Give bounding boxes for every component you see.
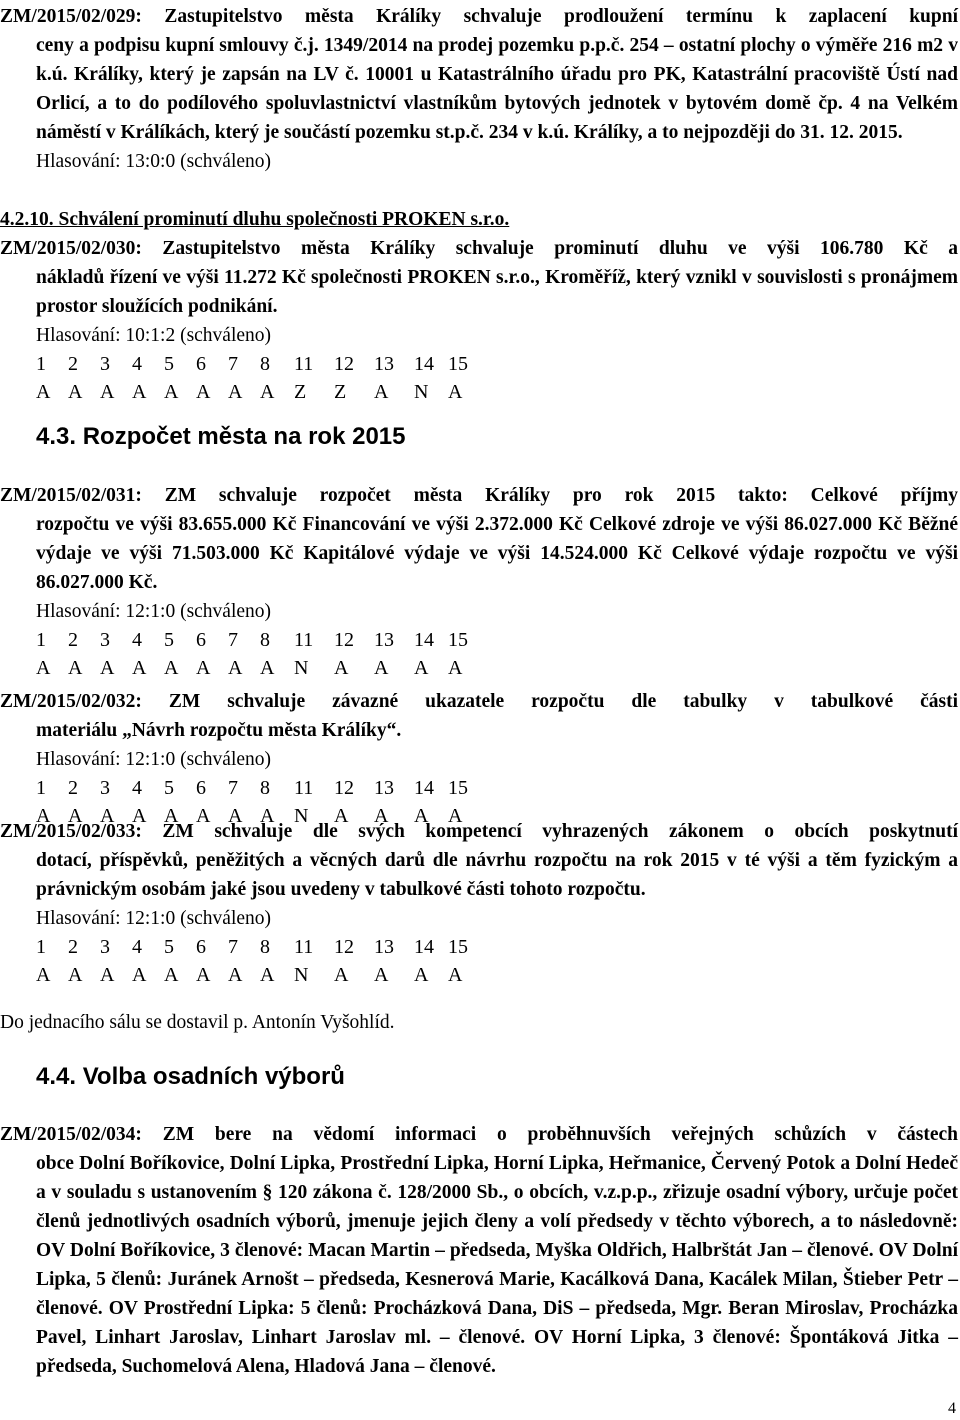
- member-number: 7: [228, 629, 238, 651]
- member-vote: A: [100, 381, 115, 403]
- member-number: 12: [334, 777, 354, 799]
- member-vote: A: [196, 381, 211, 403]
- resolution-033: [0, 817, 958, 989]
- vote-result-029: Hlasování: 13:0:0 (schváleno): [36, 151, 272, 172]
- member-number: 15: [448, 777, 468, 799]
- member-vote: A: [100, 964, 115, 986]
- attendance-note: [0, 1008, 958, 1037]
- member-vote: A: [196, 657, 211, 679]
- resolution-031-body: rozpočtu ve výši 83.655.000 Kč Financování ve výši 2.372.000 Kč Celkové zdroje ve výši 86.027.000 Kč Běžné výdaje ve výši 71.503.000 Kč Kapitálové výdaje ve výši 14.524.000 Kč Celkové výdaje rozpočtu ve výši 86.027.000 Kč.: [36, 514, 958, 593]
- vote-result-030: Hlasování: 10:1:2 (schváleno): [36, 325, 272, 346]
- member-vote: A: [68, 381, 83, 403]
- section-heading-4-2-10: 4.2.10. Schválení prominutí dluhu společnosti PROKEN s.r.o.: [0, 209, 510, 230]
- section-heading-4-4: 4.4. Volba osadních výborů: [36, 1063, 345, 1090]
- member-vote: A: [228, 805, 243, 827]
- member-number: 13: [374, 936, 394, 958]
- member-vote: A: [374, 964, 389, 986]
- member-vote: A: [100, 805, 115, 827]
- member-number: 2: [68, 777, 78, 799]
- member-number: 13: [374, 629, 394, 651]
- member-number: 13: [374, 777, 394, 799]
- member-number: 5: [164, 353, 174, 375]
- member-number: 6: [196, 936, 206, 958]
- member-number: 8: [260, 936, 270, 958]
- attendance-note-text: Do jednacího sálu se dostavil p. Antonín Vyšohlíd.: [0, 1012, 395, 1033]
- member-number: 15: [448, 353, 468, 375]
- member-vote: A: [448, 657, 463, 679]
- member-number: 2: [68, 353, 78, 375]
- member-vote: A: [164, 381, 179, 403]
- member-vote: N: [414, 381, 429, 403]
- member-vote: A: [228, 964, 243, 986]
- member-vote: A: [334, 964, 349, 986]
- member-vote: A: [228, 657, 243, 679]
- member-number: 4: [132, 629, 142, 651]
- member-vote: A: [36, 964, 51, 986]
- member-number: 13: [374, 353, 394, 375]
- member-number: 12: [334, 629, 354, 651]
- member-vote: A: [334, 805, 349, 827]
- member-number: 5: [164, 777, 174, 799]
- member-number: 12: [334, 353, 354, 375]
- resolution-033-body: dotací, příspěvků, peněžitých a věcných darů dle návrhu rozpočtu na rok 2015 v té výši a těm fyzickým a právnickým osobám jaké jsou uvedeny v tabulkové části tohoto rozpočtu.: [36, 850, 958, 900]
- member-number: 11: [294, 777, 314, 799]
- vote-result-033: Hlasování: 12:1:0 (schváleno): [36, 908, 272, 929]
- member-vote: A: [164, 805, 179, 827]
- member-number: 1: [36, 936, 46, 958]
- member-number: 3: [100, 629, 110, 651]
- member-vote: A: [334, 657, 349, 679]
- section-4-3: [0, 423, 958, 451]
- member-number: 5: [164, 629, 174, 651]
- member-vote: A: [414, 964, 429, 986]
- member-number: 14: [414, 353, 434, 375]
- member-number: 7: [228, 777, 238, 799]
- member-number: 12: [334, 936, 354, 958]
- member-number: 3: [100, 936, 110, 958]
- member-vote-row: [36, 654, 958, 682]
- member-vote: A: [164, 964, 179, 986]
- member-vote: A: [374, 381, 389, 403]
- vote-result-032: Hlasování: 12:1:0 (schváleno): [36, 749, 272, 770]
- member-number: 8: [260, 777, 270, 799]
- member-number: 6: [196, 353, 206, 375]
- member-vote: A: [374, 805, 389, 827]
- member-number: 3: [100, 353, 110, 375]
- member-number: 1: [36, 353, 46, 375]
- section-heading-4-3: 4.3. Rozpočet města na rok 2015: [36, 423, 406, 450]
- resolution-032: [0, 687, 958, 830]
- resolution-031: [0, 481, 958, 682]
- member-vote: A: [414, 657, 429, 679]
- resolution-034-body: obce Dolní Boříkovice, Dolní Lipka, Prostřední Lipka, Horní Lipka, Heřmanice, Červený Potok a Dolní Hedeč a v souladu s ustanovením § 120 zákona č. 128/2000 Sb., o obcích, v.z.p.p., zřizuje osadní výbory, určuje počet členů jednotlivých osadních výborů, jmenuje jejich členy a volí předsedy v těchto výborech, a to následovně: OV Dolní Boříkovice, 3 členové: Macan Martin – předseda, Myška Oldřich, Halbrštát Jan – členové. OV Dolní Lipka, 5 členů: Juránek Arnošt – předseda, Kesnerová Marie, Kacálková Dana, Kacálek Milan, Štieber Petr – členové. OV Prostřední Lipka: 5 členů: Procházková Dana, DiS – předseda, Mgr. Beran Miroslav, Procházka Pavel, Linhart Jaroslav, Linhart Jaroslav ml. – členové. OV Horní Lipka, 3 členové: Špontáková Jitka – předseda, Suchomelová Alena, Hladová Jana – členové.: [36, 1153, 958, 1377]
- member-number: 1: [36, 777, 46, 799]
- member-number: 6: [196, 777, 206, 799]
- vote-table-031: [0, 626, 958, 682]
- resolution-030-body: nákladů řízení ve výši 11.272 Kč společnosti PROKEN s.r.o., Kroměříž, který vznikl v souvislosti s pronájmem prostor sloužících podnikání.: [36, 267, 958, 317]
- member-number: 14: [414, 777, 434, 799]
- member-number: 8: [260, 353, 270, 375]
- member-vote: A: [260, 657, 275, 679]
- member-number: 11: [294, 936, 314, 958]
- page-number: 4: [948, 1400, 956, 1417]
- member-vote: A: [448, 964, 463, 986]
- member-number: 7: [228, 936, 238, 958]
- member-number: 4: [132, 936, 142, 958]
- member-vote: N: [294, 657, 309, 679]
- member-vote: A: [448, 381, 463, 403]
- member-vote: Z: [334, 381, 347, 403]
- section-4-4: [0, 1063, 958, 1091]
- resolution-032-body: materiálu „Návrh rozpočtu města Králíky“.: [36, 720, 402, 741]
- member-vote: A: [132, 964, 147, 986]
- member-vote: A: [374, 657, 389, 679]
- member-vote: A: [68, 805, 83, 827]
- member-vote: A: [36, 805, 51, 827]
- resolution-034: [0, 1120, 958, 1381]
- member-number: 15: [448, 629, 468, 651]
- member-number-row: [36, 774, 958, 802]
- vote-table-033: [0, 933, 958, 989]
- resolution-029-body: ceny a podpisu kupní smlouvy č.j. 1349/2014 na prodej pozemku p.p.č. 254 – ostatní plochy o výměře 216 m2 v k.ú. Králíky, který je zapsán na LV č. 10001 u Katastrálního úřadu pro PK, Katastrální pracoviště Ústí nad Orlicí, a to do podílového spoluvlastnictví vlastníkům bytových jednotek v bytovém domě čp. 4 na Velkém náměstí v Králíkách, který je součástí pozemku st.p.č. 234 v k.ú. Králíky, a to nejpozději do 31. 12. 2015.: [36, 35, 958, 143]
- member-number: 11: [294, 353, 314, 375]
- member-vote: N: [294, 805, 309, 827]
- resolution-034-first: ZM/2015/02/034: ZM bere na vědomí informaci o proběhnuvších veřejných schůzích v částech: [0, 1124, 958, 1145]
- member-vote: A: [36, 657, 51, 679]
- member-vote: A: [196, 805, 211, 827]
- member-vote: A: [36, 381, 51, 403]
- member-number: 14: [414, 629, 434, 651]
- member-number: 4: [132, 353, 142, 375]
- resolution-033-first: ZM/2015/02/033: ZM schvaluje dle svých kompetencí vyhrazených zákonem o obcích poskytnutí: [0, 821, 958, 842]
- member-vote: A: [100, 657, 115, 679]
- resolution-031-first: ZM/2015/02/031: ZM schvaluje rozpočet města Králíky pro rok 2015 takto: Celkové příjmy: [0, 485, 958, 506]
- resolution-029: [0, 2, 958, 176]
- member-vote: A: [260, 805, 275, 827]
- member-vote: A: [164, 657, 179, 679]
- member-number: 6: [196, 629, 206, 651]
- member-vote: A: [448, 805, 463, 827]
- resolution-032-first: ZM/2015/02/032: ZM schvaluje závazné ukazatele rozpočtu dle tabulky v tabulkové části: [0, 691, 958, 712]
- section-4-2-10: [0, 205, 958, 406]
- member-vote: A: [196, 964, 211, 986]
- member-vote-row: [36, 961, 958, 989]
- member-vote: A: [68, 657, 83, 679]
- member-number: 5: [164, 936, 174, 958]
- resolution-030-first: ZM/2015/02/030: Zastupitelstvo města Králíky schvaluje prominutí dluhu ve výši 106.780 Kč a: [0, 238, 958, 259]
- member-number: 7: [228, 353, 238, 375]
- member-number: 4: [132, 777, 142, 799]
- member-number-row: [36, 350, 958, 378]
- member-number: 8: [260, 629, 270, 651]
- vote-result-031: Hlasování: 12:1:0 (schváleno): [36, 601, 272, 622]
- member-number-row: [36, 933, 958, 961]
- member-number: 1: [36, 629, 46, 651]
- member-vote: Z: [294, 381, 307, 403]
- member-number: 2: [68, 936, 78, 958]
- resolution-029-first: ZM/2015/02/029: Zastupitelstvo města Králíky schvaluje prodloužení termínu k zaplacení kupní: [0, 6, 958, 27]
- member-vote: A: [68, 964, 83, 986]
- member-vote-row: [36, 378, 958, 406]
- member-vote: A: [132, 381, 147, 403]
- member-vote: A: [414, 805, 429, 827]
- member-number: 3: [100, 777, 110, 799]
- member-number: 14: [414, 936, 434, 958]
- member-number: 15: [448, 936, 468, 958]
- member-vote: A: [132, 805, 147, 827]
- member-vote: A: [260, 381, 275, 403]
- member-vote: A: [260, 964, 275, 986]
- member-number-row: [36, 626, 958, 654]
- vote-table-030: [0, 350, 958, 406]
- member-number: 2: [68, 629, 78, 651]
- member-vote: N: [294, 964, 309, 986]
- member-vote: A: [228, 381, 243, 403]
- member-vote: A: [132, 657, 147, 679]
- member-number: 11: [294, 629, 314, 651]
